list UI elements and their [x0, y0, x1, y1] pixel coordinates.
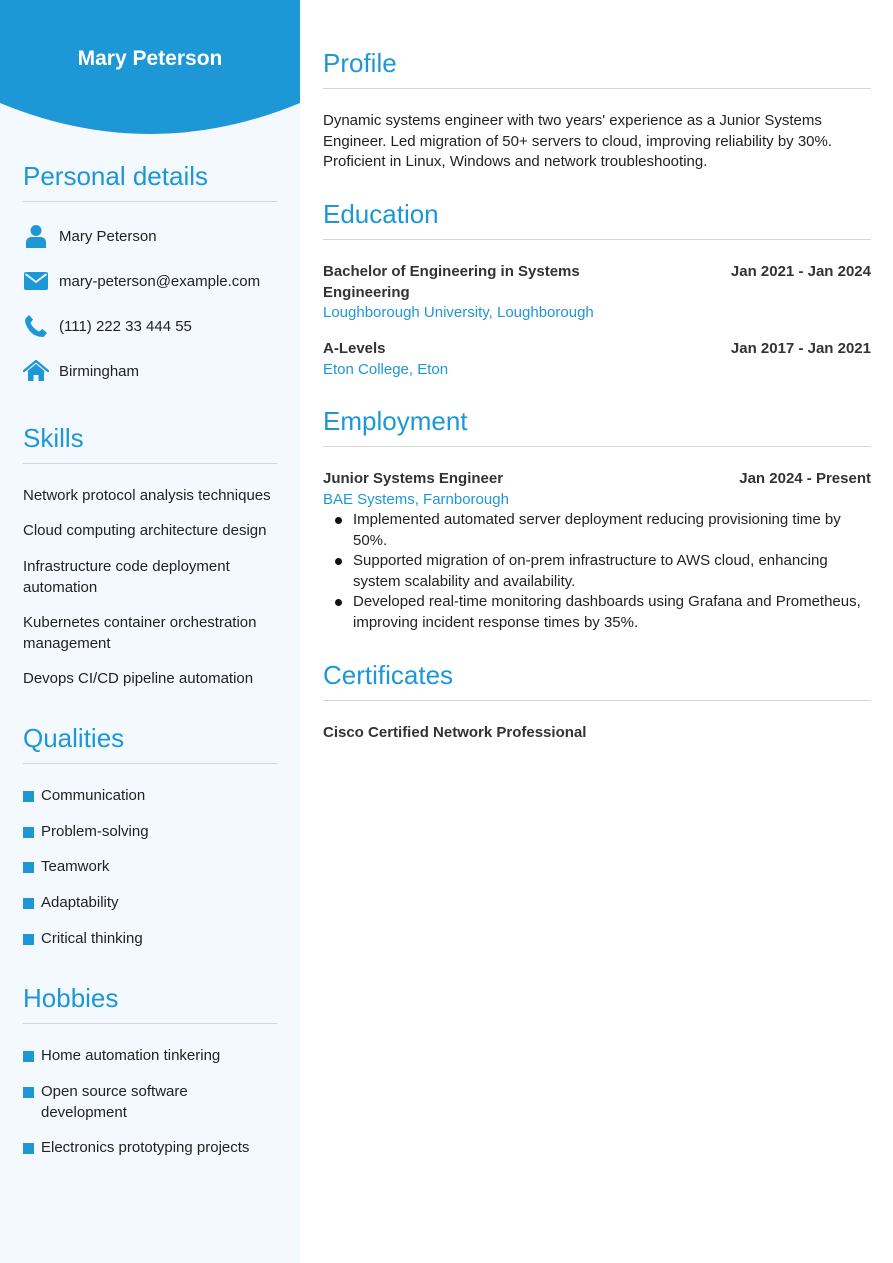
divider	[323, 239, 871, 240]
hobbies-title: Hobbies	[23, 983, 119, 1013]
education-entry	[323, 262, 871, 324]
skill-item: Infrastructure code deployment automation	[23, 558, 230, 596]
personal-name-row	[23, 222, 157, 250]
bullet-icon	[335, 558, 342, 565]
achievement-item: Supported migration of on-prem infrastructure to AWS cloud, enhancing system scalability and availability.	[323, 551, 871, 592]
skill-item: Network protocol analysis techniques	[23, 487, 271, 504]
skills-title: Skills	[23, 423, 84, 453]
certificates-section	[323, 660, 871, 744]
education-dates: Jan 2017 - Jan 2021	[730, 340, 871, 357]
bullet-icon	[335, 599, 342, 606]
degree-title: A-Levels	[323, 340, 386, 357]
phone-icon	[23, 313, 49, 339]
divider	[23, 463, 277, 464]
skills-section	[23, 423, 277, 687]
profile-section	[323, 48, 871, 173]
personal-details-section	[23, 161, 277, 380]
achievement-item: Developed real-time monitoring dashboards using Grafana and Prometheus, improving incident response times by 35%.	[323, 592, 871, 633]
quality-item: Problem-solving	[23, 822, 277, 843]
employment-entry	[323, 469, 871, 633]
user-icon	[23, 223, 49, 249]
phone-row	[23, 312, 192, 340]
achievement-item: Implemented automated server deployment reducing provisioning time by 50%.	[323, 510, 871, 551]
bullet-icon	[335, 517, 342, 524]
square-bullet-icon	[23, 934, 34, 945]
divider	[323, 700, 871, 701]
square-bullet-icon	[23, 1051, 34, 1062]
city: Birmingham	[59, 362, 140, 380]
employment-title: Employment	[323, 406, 468, 436]
achievement-list	[323, 510, 871, 633]
square-bullet-icon	[23, 862, 34, 873]
sidebar	[0, 0, 300, 1263]
profile-title: Profile	[323, 48, 397, 78]
hobbies-section	[23, 983, 277, 1156]
email[interactable]: mary-peterson@example.com	[59, 272, 261, 290]
square-bullet-icon	[23, 898, 34, 909]
phone[interactable]: (111) 222 33 444 55	[59, 317, 192, 335]
quality-item: Adaptability	[23, 893, 277, 914]
school-name: Loughborough University, Loughborough	[323, 304, 594, 321]
skill-item: Devops CI/CD pipeline automation	[23, 670, 254, 687]
education-entry	[323, 339, 871, 380]
divider	[23, 1023, 277, 1024]
square-bullet-icon	[23, 791, 34, 802]
certificate-item: Cisco Certified Network Professional	[323, 724, 587, 741]
certificates-title: Certificates	[323, 660, 454, 690]
divider	[23, 201, 277, 202]
divider	[23, 763, 277, 764]
qualities-title: Qualities	[23, 723, 125, 753]
city-row	[23, 357, 140, 385]
degree-title: Bachelor of Engineering in Systems Engineering	[323, 263, 580, 301]
qualities-section	[23, 723, 277, 947]
skill-item: Cloud computing architecture design	[23, 522, 267, 539]
profile-text: Dynamic systems engineer with two years' experience as a Junior Systems Engineer. Led migration of 50+ servers to cloud, improving reliability by 30%. Proficient in Linux, Windows and network troubleshooting.	[323, 112, 833, 170]
hobby-item: Home automation tinkering	[23, 1046, 277, 1067]
envelope-icon	[23, 268, 49, 294]
square-bullet-icon	[23, 1143, 34, 1154]
skill-item: Kubernetes container orchestration management	[23, 614, 257, 652]
education-section	[323, 199, 871, 378]
quality-item: Teamwork	[23, 857, 277, 878]
employment-section	[323, 406, 871, 631]
home-icon	[23, 358, 49, 384]
job-title: Junior Systems Engineer	[323, 470, 504, 487]
employment-dates: Jan 2024 - Present	[739, 470, 871, 487]
personal-name: Mary Peterson	[59, 227, 157, 245]
company-name: BAE Systems, Farnborough	[323, 490, 509, 508]
header-name: Mary Peterson	[77, 47, 223, 70]
school-name: Eton College, Eton	[323, 360, 449, 378]
hobby-item: Open source software development	[23, 1082, 223, 1123]
quality-item: Critical thinking	[23, 929, 277, 950]
hobby-item: Electronics prototyping projects	[23, 1138, 277, 1159]
personal-details-title: Personal details	[23, 161, 208, 191]
divider	[323, 88, 871, 89]
education-dates: Jan 2021 - Jan 2024	[730, 263, 871, 280]
quality-item: Communication	[23, 786, 277, 807]
email-row	[23, 267, 261, 295]
divider	[323, 446, 871, 447]
square-bullet-icon	[23, 827, 34, 838]
education-title: Education	[323, 199, 439, 229]
square-bullet-icon	[23, 1087, 34, 1098]
